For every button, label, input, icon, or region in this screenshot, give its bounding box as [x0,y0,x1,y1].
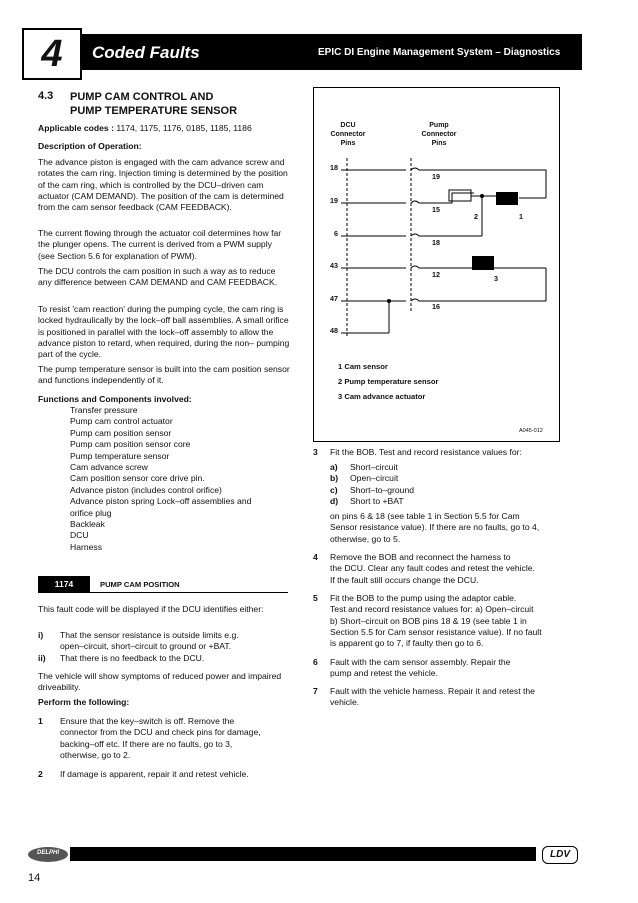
legend-item: 1 Cam sensor [338,362,388,371]
description-heading: Description of Operation: [38,141,142,151]
list-item: Cam position sensor core drive pin. [70,473,205,484]
symptoms: The vehicle will show symptoms of reduced power and impaired driveability. [38,671,282,693]
paragraph-2: The current flowing through the actuator coil determines how far the plunger opens. The current is derived from a PWM supply (see Section 5.6 for explanation of PWM). [38,228,282,261]
pump-pin-label: 12 [432,270,440,279]
pump-pin-label: 18 [432,238,440,247]
list-item: orifice plug [70,507,112,518]
junction-dot [480,194,484,198]
dcu-pin-label: 47 [330,294,338,303]
chapter-number: 4 [22,28,82,80]
list-item: DCU [70,530,89,541]
dcu-pin-label: 19 [330,196,338,205]
list-item: Backleak [70,519,105,530]
paragraph-4: To resist 'cam reaction' during the pumping cycle, the cam ring is locked hydraulically by the lock–off ball assemblies. A small orifice is positioned in parallel with the lock–off assembly to allow the advance piston to retard, when required, during the non– pumping part of the cycle. [38,304,290,360]
applicable-codes: Applicable codes : 1174, 1175, 1176, 0185, 1185, 1186 [38,123,252,133]
section-title: PUMP CAM CONTROL AND PUMP TEMPERATURE SENSOR [70,91,238,117]
legend-item: 2 Pump temperature sensor [338,377,439,386]
pins-note: on pins 6 & 18 (see table 1 in Section 5.5 for Cam Sensor resistance value). If there are no faults, go to 4, otherwise, go to 5. [330,511,540,544]
pump-connector-label: Pump Connector Pins [421,122,457,147]
figure-ref: A045-012 [519,428,543,434]
list-item: Pump temperature sensor [70,450,170,461]
test-items: a) Short–circuit b) Open–circuit c) Short–to–ground d) Short to +BAT [330,462,415,506]
callout-label: 3 [494,274,498,283]
list-item: Advance piston spring Lock–off assemblies and [70,496,252,507]
functions-heading: Functions and Components involved: [38,394,192,404]
list-item: Pump cam position sensor core [70,439,191,450]
actuator-block [472,256,494,270]
callout-label: 1 [519,212,523,221]
wiring-diagram [313,87,560,442]
system-title: EPIC DI Engine Management System – Diagnostics [318,47,561,58]
paragraph-3: The DCU controls the cam position in such a way as to reduce any difference between CAM DEMAND and CAM FEEDBACK. [38,266,278,288]
junction-dot [387,299,391,303]
list-item: Pump cam control actuator [70,416,173,427]
list-item: Advance piston (includes control orifice) [70,484,222,495]
pump-pin-stubs [411,168,449,301]
page-number: 14 [28,872,41,884]
callout-label: 2 [474,212,478,221]
dcu-pin-label: 6 [334,229,338,238]
list-item: Pump cam position sensor [70,427,172,438]
section-number: 4.3 [38,90,54,102]
components-list [70,405,285,553]
pump-pin-label: 15 [432,205,440,214]
list-item: Harness [70,541,102,552]
ldv-logo: LDV [542,846,578,864]
dcu-connector-label: DCU Connector Pins [330,122,366,147]
chapter-title: Coded Faults [92,43,200,62]
pump-pin-label: 16 [432,302,440,311]
pump-pin-label: 19 [432,172,440,181]
dcu-pin-label: 18 [330,163,338,172]
delphi-logo: DELPHI [28,847,68,862]
dcu-pin-label: 43 [330,261,338,270]
legend-item: 3 Cam advance actuator [338,392,426,401]
fault-intro: This fault code will be displayed if the DCU identifies either: [38,604,264,614]
fault-code: 1174 [38,576,90,592]
perform-heading: Perform the following: [38,697,130,707]
paragraph-1: The advance piston is engaged with the cam advance screw and rotates the cam ring. Injection timing is determined by the position of the cam ring, which is controlled by the DCU–driven cam actuator (CAM DEMAND). The position of the cam is determined from the cam sensor feedback (CAM FEEDBACK). [38,157,288,213]
fault-name: PUMP CAM POSITION [100,580,180,589]
footer-bar [70,847,536,861]
list-item: Cam advance screw [70,462,148,473]
list-item: Transfer pressure [70,405,138,415]
dcu-pin-label: 48 [330,326,338,335]
paragraph-5: The pump temperature sensor is built into the cam position sensor and functions independently of it. [38,364,290,386]
cam-sensor-block [496,192,518,205]
